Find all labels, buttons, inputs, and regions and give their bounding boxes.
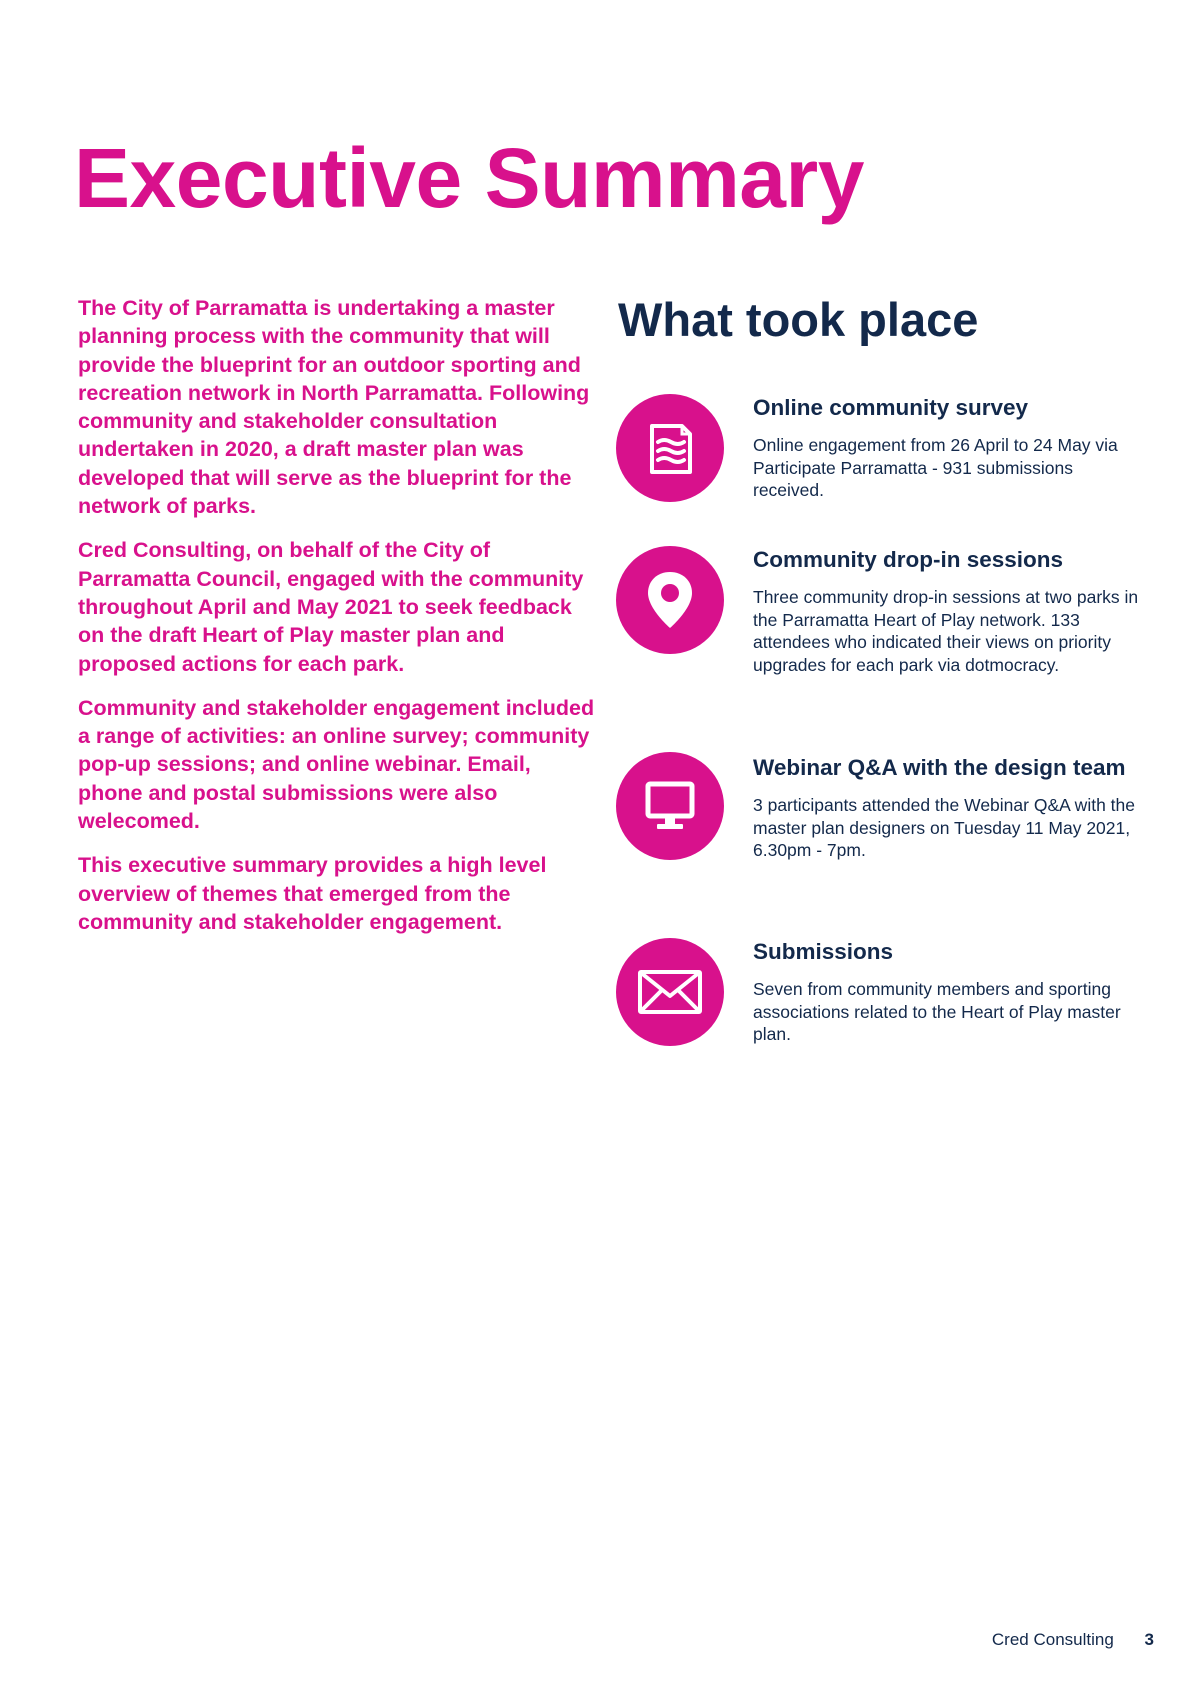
- activity-title: Webinar Q&A with the design team: [753, 755, 1126, 780]
- what-took-place-heading: What took place: [618, 293, 979, 346]
- activity-description: Online engagement from 26 April to 24 May via Participate Parramatta - 931 submissions received.: [753, 435, 1118, 500]
- location-pin-icon: [616, 546, 724, 654]
- activity-title: Submissions: [753, 939, 894, 964]
- activity-title: Online community survey: [753, 395, 1029, 420]
- intro-column: [78, 294, 598, 952]
- intro-paragraph-1: The City of Parramatta is undertaking a master planning process with the community that will provide the blueprint for an outdoor sporting and recreation network in North Parramatta. Following community and stakeholder consultation undertaken in 2020, a draft master plan was developed that will serve as the blueprint for the network of parks.: [78, 296, 590, 519]
- page-footer: [992, 1630, 1154, 1650]
- intro-paragraph-4: This executive summary provides a high level overview of themes that emerged from the community and stakeholder engagement.: [78, 853, 547, 934]
- footer-brand: Cred Consulting: [991, 1630, 1114, 1649]
- survey-document-icon: [616, 394, 724, 502]
- envelope-icon: [616, 938, 724, 1046]
- page-title: Executive Summary: [74, 131, 864, 225]
- intro-paragraph-3: Community and stakeholder engagement included a range of activities: an online survey; community pop-up sessions; and online webinar. Email, phone and postal submissions were also welecomed.: [78, 695, 595, 834]
- activity-description: Seven from community members and sporting associations related to the Heart of Play master plan.: [753, 979, 1121, 1044]
- activity-description: 3 participants attended the Webinar Q&A with the master plan designers on Tuesday 11 May 2021, 6.30pm - 7pm.: [753, 795, 1135, 860]
- activity-title: Community drop-in sessions: [753, 547, 1064, 572]
- page-number: 3: [1144, 1630, 1154, 1649]
- monitor-icon: [616, 752, 724, 860]
- intro-paragraph-2: Cred Consulting, on behalf of the City of Parramatta Council, engaged with the community throughout April and May 2021 to seek feedback on the draft Heart of Play master plan and proposed actions for each park.: [78, 538, 584, 676]
- activity-description: Three community drop-in sessions at two parks in the Parramatta Heart of Play network. 133 attendees who indicated their views on priority upgrades for each park via dotmocracy.: [753, 587, 1139, 675]
